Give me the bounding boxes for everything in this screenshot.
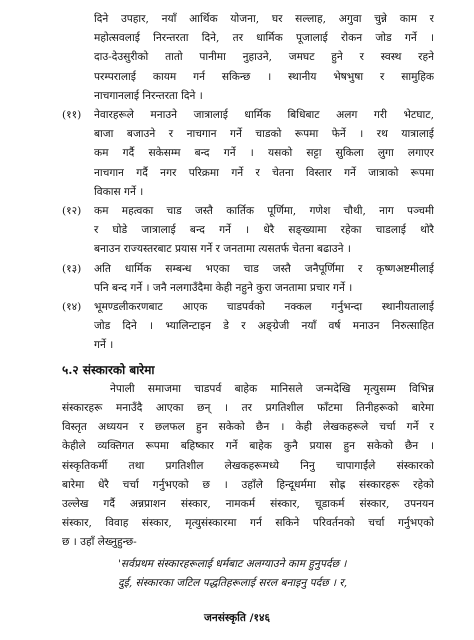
quote-line: दुई, संस्कारका जटिल पद्धतिहरूलाई सरल बनाइनु पर्दछ । र, [118, 576, 348, 589]
paragraph-line: संस्कृतिकर्मी तथा प्रगतिशील लेखकहरूमध्ये निनु चापागाईंले संस्कारको [62, 459, 434, 472]
paragraph-line: बारेमा धेरै चर्चा गर्नुभएको छ । उहाँले हिन्दूधर्ममा सोह्र संस्कारहरू रहेको [62, 478, 434, 491]
paragraph-line: नेपाली समाजमा चाडपर्व बाहेक मानिसले जन्मदेखि मृत्युसम्म विभिन्न [110, 382, 434, 395]
section-heading: ५.२ संस्कारको बारेमा [62, 362, 155, 377]
item-line: बनाउन राज्यस्तरबाट प्रयास गर्ने र जनतामा त्यसतर्फ चेतना बढाउने । [94, 243, 351, 256]
item-line: गर्ने । [94, 339, 114, 352]
item-line: कम गर्दै सकेसम्म बन्द गर्ने । यसको सट्टा सुकिला लुगा लगाएर [94, 147, 434, 160]
intro-line: दाउ-देउसुरीको तातो पानीमा नुहाउने, जमघट हुने र स्वस्थ रहने [94, 51, 434, 64]
item-line: बाजा बजाउने र नाचगान गर्ने चाडको रूपमा फेर्ने । रथ यात्रालाई [94, 128, 434, 141]
item-line: जोड दिने । भ्यालिन्टाइन डे र अङ्ग्रेजी नयाँ वर्ष मनाउन निरुत्साहित [94, 320, 434, 333]
item-line: अति धार्मिक सम्बन्ध भएका चाड जस्तै जनैपूर्णिमा र कृष्णअष्टमीलाई [94, 262, 434, 275]
item-line: र घोडे जात्रालाई बन्द गर्ने । धेरै सङ्ख्यामा रहेका चाडलाई थोरै [94, 224, 434, 237]
item-number: (११) [62, 109, 82, 121]
intro-line: परम्परालाई कायम गर्न सकिन्छ । स्थानीय भेषभुषा र सामुहिक [94, 70, 434, 83]
item-number: (१२) [62, 205, 82, 217]
paragraph-line: छ । उहाँ लेख्नुहुन्छ- [62, 536, 137, 549]
item-line: कम महत्वका चाड जस्तै कार्तिक पूर्णिमा, गणेश चौथी, नाग पञ्चमी [94, 205, 434, 217]
item-line: भूमण्डलीकरणबाट आएक चाडपर्वको नक्कल गर्नुभन्दा स्थानीयतालाई [94, 301, 434, 313]
paragraph-line: उल्लेख गर्दै अन्नप्राशन संस्कार, नामकर्म संस्कार, चूडाकर्म संस्कार, उपनयन [62, 498, 434, 510]
item-line: नेवारहरूले मनाउने जात्रालाई धार्मिक बिधिबाट अलग गरी भेटघाट, [94, 109, 434, 121]
item-number: (१४) [62, 301, 82, 313]
paragraph-line: विस्तृत अध्ययन र छलफल हुन सकेको छैन । केही लेखकहरूले चर्चा गर्ने र [62, 421, 434, 434]
paragraph-line: संस्कारहरू मनाउँदै आएका छन् । तर प्रगतिशील फाँटमा तिनीहरूको बारेमा [62, 402, 434, 414]
intro-line: दिने उपहार, नयाँ आर्थिक योजना, घर सल्लाह, अगुवा चुन्ने काम र [94, 13, 434, 25]
item-number: (१३) [62, 262, 82, 275]
paragraph-line: केहीले व्यक्तिगत रूपमा बहिष्कार गर्ने बाहेक कुनै प्रयास हुन सकेको छैन । [62, 440, 434, 453]
item-line: विकास गर्ने । [94, 185, 144, 198]
item-line: पनि बन्द गर्ने । जनै नलगाउँदैमा केही नहुने कुरा जनतामा प्रचार गर्ने । [94, 281, 353, 294]
intro-line: महोत्सवलाई निरन्तरता दिने, तर धार्मिक पूजालाई रोकन जोड गर्ने । [94, 32, 434, 45]
item-line: नाचगान गर्दै नगर परिक्रमा गर्ने र चेतना विस्तार गर्ने जात्राको रूपमा [94, 166, 434, 179]
intro-line: नाचगानलाई निरन्तरता दिने । [94, 89, 203, 102]
quote-line: 'सर्वप्रथम संस्कारहरूलाई धर्मबाट अलग्याउने काम हुनुपर्दछ । [118, 557, 347, 570]
paragraph-line: संस्कार, विवाह संस्कार, मृत्युसंस्कारमा गर्न सकिने परिवर्तनको चर्चा गर्नुभएको [62, 517, 434, 530]
page-footer: जनसंस्कृति /१४६ [203, 612, 271, 624]
